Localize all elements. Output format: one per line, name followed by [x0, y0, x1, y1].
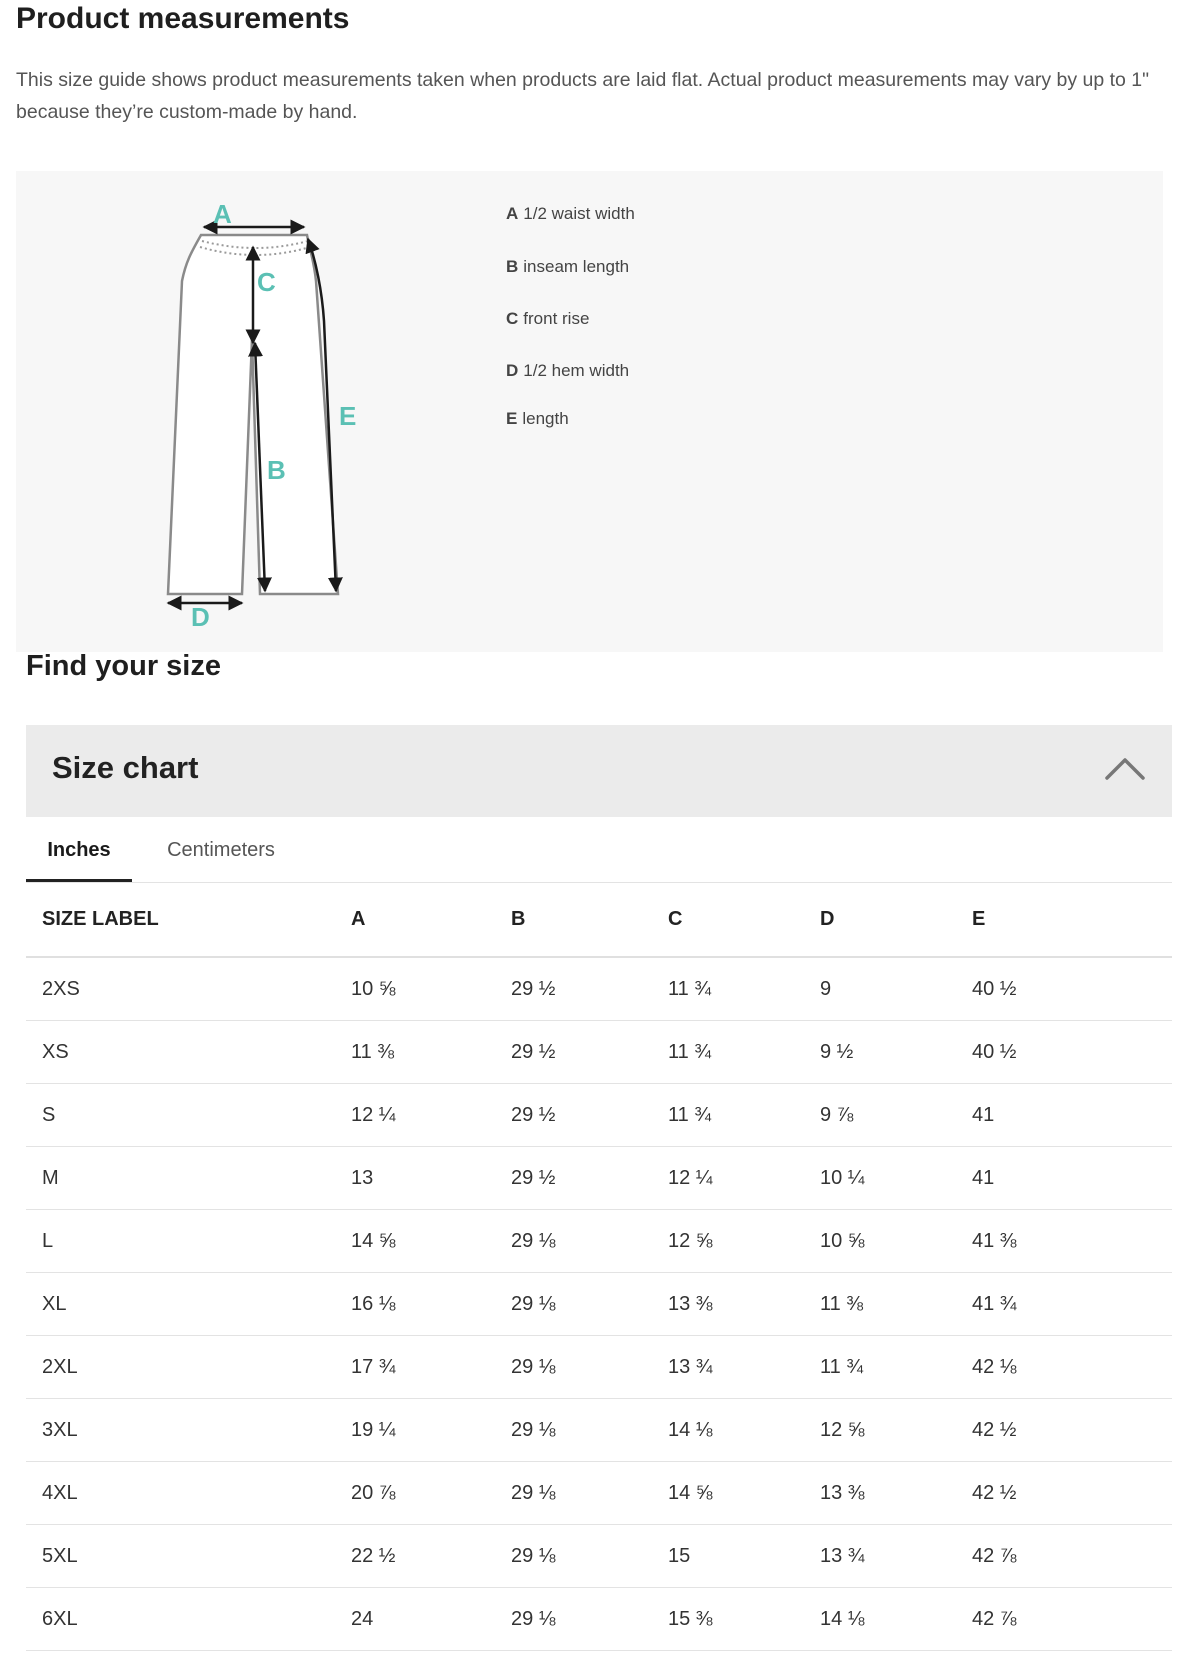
size-chart-table	[26, 883, 1172, 1651]
table-row	[26, 1147, 1172, 1210]
legend-key: A	[506, 204, 519, 223]
legend-key: E	[506, 409, 518, 428]
tab-inches[interactable]: Inches	[26, 818, 132, 882]
page-title: Product measurements	[16, 2, 350, 35]
measurement-cell: 16 ⅛	[335, 1273, 495, 1336]
measurement-cell: 12 ¼	[335, 1084, 495, 1147]
measurement-cell: 29 ⅛	[495, 1273, 652, 1336]
measurement-cell: 42 ½	[956, 1399, 1172, 1462]
measurement-cell: 12 ⅝	[652, 1210, 804, 1273]
size-guide-description: This size guide shows product measurements taken when products are laid flat. Actual product measurements may vary by up to 1" because they’re custom-made by hand.	[16, 69, 1150, 123]
measurement-cell: 15 ⅜	[652, 1588, 804, 1651]
diagram-label-a: A	[213, 199, 232, 229]
measurement-cell: 29 ½	[495, 1147, 652, 1210]
tab-centimeters[interactable]: Centimeters	[167, 839, 275, 861]
measurement-cell: 11 ¾	[652, 1084, 804, 1147]
legend-text: 1/2 hem width	[523, 361, 630, 380]
size-label-cell: 2XL	[26, 1336, 335, 1399]
measurement-cell: 14 ⅛	[652, 1399, 804, 1462]
measurement-cell: 12 ⅝	[804, 1399, 956, 1462]
legend-text: length	[522, 409, 569, 428]
diagram-label-e: E	[339, 401, 357, 431]
legend-item-e	[506, 409, 569, 429]
chevron-up-icon[interactable]	[1104, 755, 1146, 781]
measurement-cell: 13 ¾	[652, 1336, 804, 1399]
legend-key: C	[506, 309, 519, 328]
size-label-cell: M	[26, 1147, 335, 1210]
diagram-label-c: C	[257, 267, 276, 297]
legend-item-c	[506, 309, 589, 329]
measurement-cell: 13	[335, 1147, 495, 1210]
measurement-cell: 11 ⅜	[804, 1273, 956, 1336]
measurement-cell: 9	[804, 957, 956, 1021]
measurement-cell: 20 ⅞	[335, 1462, 495, 1525]
size-label-cell: 4XL	[26, 1462, 335, 1525]
measurement-cell: 14 ⅝	[335, 1210, 495, 1273]
table-row	[26, 1525, 1172, 1588]
measurement-cell: 29 ⅛	[495, 1336, 652, 1399]
measurement-cell: 29 ½	[495, 1021, 652, 1084]
table-body	[26, 957, 1172, 1651]
measurement-cell: 13 ⅜	[804, 1462, 956, 1525]
table-row	[26, 1588, 1172, 1651]
table-row	[26, 1462, 1172, 1525]
measurement-cell: 29 ⅛	[495, 1462, 652, 1525]
size-label-cell: S	[26, 1084, 335, 1147]
column-header-c: C	[652, 883, 804, 957]
size-label-cell: L	[26, 1210, 335, 1273]
measurement-cell: 11 ¾	[652, 1021, 804, 1084]
pants-diagram	[16, 171, 436, 652]
table-row	[26, 1399, 1172, 1462]
measurement-cell: 41 ¾	[956, 1273, 1172, 1336]
legend-item-a	[506, 204, 635, 224]
measurement-cell: 15	[652, 1525, 804, 1588]
measurement-cell: 13 ¾	[804, 1525, 956, 1588]
size-label-cell: XL	[26, 1273, 335, 1336]
legend-key: B	[506, 257, 519, 276]
measurement-cell: 29 ⅛	[495, 1525, 652, 1588]
legend-text: 1/2 waist width	[523, 204, 635, 223]
measurement-cell: 19 ¼	[335, 1399, 495, 1462]
measurement-cell: 9 ⅞	[804, 1084, 956, 1147]
diagram-label-d: D	[191, 602, 210, 632]
table-row	[26, 1273, 1172, 1336]
column-header-a: A	[335, 883, 495, 957]
measurement-cell: 29 ⅛	[495, 1399, 652, 1462]
measurement-cell: 11 ¾	[652, 957, 804, 1021]
size-chart-accordion-toggle[interactable]	[26, 725, 1172, 817]
table-row	[26, 1210, 1172, 1273]
measurement-cell: 14 ⅝	[652, 1462, 804, 1525]
measurement-cell: 42 ⅞	[956, 1588, 1172, 1651]
table-row	[26, 957, 1172, 1021]
measurement-cell: 41	[956, 1084, 1172, 1147]
measurement-cell: 9 ½	[804, 1021, 956, 1084]
find-your-size-heading: Find your size	[26, 650, 221, 682]
measurement-cell: 29 ⅛	[495, 1210, 652, 1273]
measurement-diagram-panel	[16, 171, 1163, 652]
table-row	[26, 1084, 1172, 1147]
column-header-size-label: SIZE LABEL	[26, 883, 335, 957]
measurement-cell: 40 ½	[956, 1021, 1172, 1084]
unit-tabs	[26, 818, 1172, 883]
size-chart-title: Size chart	[52, 750, 199, 785]
size-label-cell: 3XL	[26, 1399, 335, 1462]
legend-text: inseam length	[523, 257, 630, 276]
column-header-b: B	[495, 883, 652, 957]
diagram-label-b: B	[267, 455, 286, 485]
measurement-cell: 29 ⅛	[495, 1588, 652, 1651]
legend-key: D	[506, 361, 519, 380]
table-header-row	[26, 883, 1172, 957]
measurement-cell: 24	[335, 1588, 495, 1651]
measurement-cell: 10 ¼	[804, 1147, 956, 1210]
measurement-cell: 42 ⅛	[956, 1336, 1172, 1399]
measurement-cell: 29 ½	[495, 957, 652, 1021]
measurement-cell: 42 ⅞	[956, 1525, 1172, 1588]
measurement-cell: 10 ⅝	[804, 1210, 956, 1273]
measurement-cell: 13 ⅜	[652, 1273, 804, 1336]
legend-item-b	[506, 257, 629, 277]
measurement-cell: 42 ½	[956, 1462, 1172, 1525]
measurement-cell: 41 ⅜	[956, 1210, 1172, 1273]
size-label-cell: 5XL	[26, 1525, 335, 1588]
measurement-cell: 14 ⅛	[804, 1588, 956, 1651]
measurement-cell: 11 ¾	[804, 1336, 956, 1399]
measurement-cell: 17 ¾	[335, 1336, 495, 1399]
column-header-d: D	[804, 883, 956, 957]
size-label-cell: 6XL	[26, 1588, 335, 1651]
measurement-cell: 41	[956, 1147, 1172, 1210]
table-row	[26, 1336, 1172, 1399]
measurement-cell: 12 ¼	[652, 1147, 804, 1210]
size-label-cell: XS	[26, 1021, 335, 1084]
legend-item-d	[506, 361, 629, 381]
measurement-cell: 22 ½	[335, 1525, 495, 1588]
legend-text: front rise	[523, 309, 590, 328]
measurement-cell: 10 ⅝	[335, 957, 495, 1021]
measurement-cell: 29 ½	[495, 1084, 652, 1147]
table-row	[26, 1021, 1172, 1084]
column-header-e: E	[956, 883, 1172, 957]
measurement-cell: 40 ½	[956, 957, 1172, 1021]
size-label-cell: 2XS	[26, 957, 335, 1021]
measurement-cell: 11 ⅜	[335, 1021, 495, 1084]
